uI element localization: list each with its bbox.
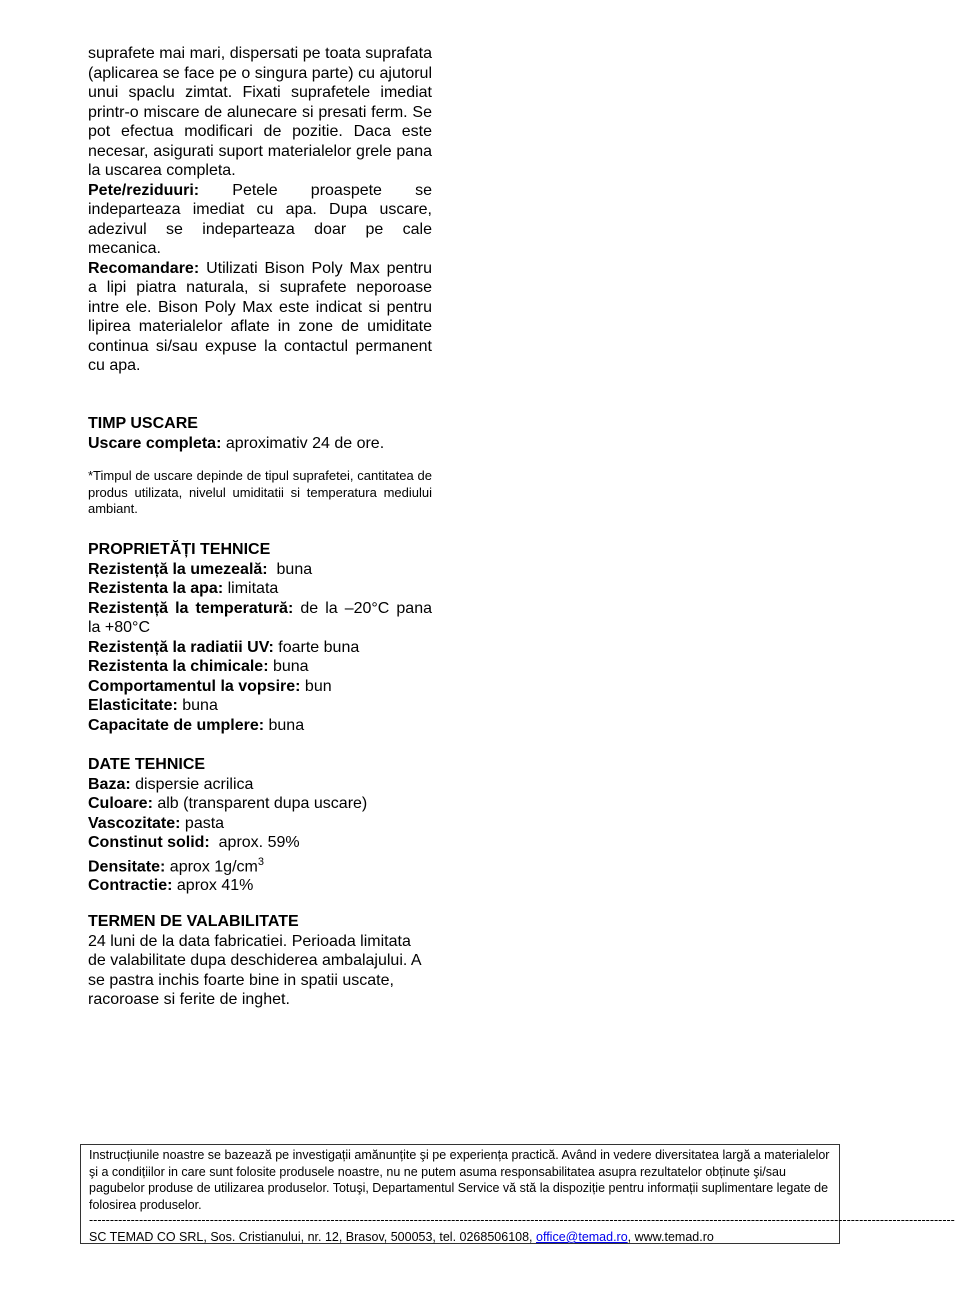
technical-superscript: 3	[257, 855, 264, 868]
recommendation-paragraph	[88, 259, 432, 376]
technical-item	[88, 814, 432, 834]
property-label: Capacitate de umplere:	[88, 716, 265, 734]
technical-label: Baza:	[88, 775, 131, 793]
technical-value: dispersie acrilica	[130, 775, 254, 793]
recommendation-text: Utilizati Bison Poly Max pentru a lipi piatra naturala, si suprafete neporoase intre ele. Bison Poly Max este indicat si pentru lipirea materialelor aflate in zone de umiditate continua si/sau expuse la contactul permanent cu apa.	[88, 259, 432, 374]
property-label: Rezistenta la apa:	[88, 580, 224, 597]
property-item	[88, 638, 432, 658]
footer-disclaimer: Instrucțiunile noastre se bazează pe investigații amănunțite şi pe experiența practică. Având in vedere diversitatea largă a materialelor şi a condițiilor in care sunt folosite produsele noastre, nu ne putem asuma responsabilitatea asupra rezultatelor obținute şi/sau pagubelor produse de utilizarea produselor. Totuşi, Departamentul Service vă stă la dispoziție pentru informații suplimentare legate de folosirea produselor.	[89, 1148, 830, 1212]
stains-label: Pete/reziduuri:	[88, 181, 200, 199]
recommendation-label: Recomandare:	[88, 259, 200, 277]
technical-value: aprox 1g/cm	[165, 857, 258, 875]
property-item	[88, 560, 432, 580]
property-value: bun	[300, 677, 332, 695]
property-value: buna	[177, 697, 218, 714]
footer-divider: ----------------------------------------------------------------------------------------------------------------------------------------------------------------------------------------------------------------	[89, 1213, 955, 1227]
footer-box	[80, 1144, 955, 1244]
property-item	[88, 696, 432, 716]
stains-paragraph	[88, 181, 432, 259]
technical-value: alb (transparent dupa uscare)	[152, 795, 368, 812]
property-value: buna	[264, 716, 305, 734]
property-item	[88, 599, 437, 638]
email-link[interactable]: office@temad.ro	[536, 1230, 628, 1244]
technical-section	[88, 755, 432, 896]
technical-item	[88, 853, 432, 877]
technical-item	[88, 794, 432, 814]
property-label: Elasticitate:	[88, 697, 178, 714]
property-value: de la –20°C pana la +80°C	[88, 599, 437, 636]
technical-value: aprox. 59%	[209, 834, 300, 851]
technical-value: aprox 41%	[172, 877, 254, 895]
property-value: limitata	[223, 580, 279, 597]
properties-section	[88, 540, 437, 735]
technical-label: Constinut solid:	[88, 834, 210, 851]
technical-item	[88, 775, 432, 795]
property-label: Rezistență la umezeală:	[88, 560, 268, 578]
shelf-life-title: TERMEN DE VALABILITATE	[88, 913, 299, 930]
properties-title: PROPRIETĂȚI TEHNICE	[88, 541, 271, 558]
property-label: Rezistență la temperatură:	[88, 599, 294, 617]
property-label: Comportamentul la vopsire:	[88, 677, 301, 695]
website-text: , www.temad.ro	[627, 1230, 714, 1244]
technical-label: Culoare:	[88, 795, 153, 812]
drying-label: Uscare completa:	[88, 434, 222, 452]
company-info: SC TEMAD CO SRL, Sos. Cristianului, nr. 12, Brasov, 500053, tel. 0268506108,	[89, 1230, 536, 1244]
drying-section	[88, 414, 432, 518]
property-item	[88, 657, 432, 677]
drying-note: *Timpul de uscare depinde de tipul suprafetei, cantitatea de produs utilizata, nivelul umiditatii si temperatura mediului ambiant.	[88, 468, 432, 516]
technical-label: Vascozitate:	[88, 814, 181, 832]
drying-value: aproximativ 24 de ore.	[221, 434, 385, 452]
technical-title: DATE TEHNICE	[88, 756, 206, 773]
shelf-life-text: 24 luni de la data fabricatiei. Perioada limitata de valabilitate dupa deschiderea ambalajului. A se pastra inchis foarte bine in spatii uscate, racoroase si ferite de inghet.	[88, 932, 421, 1008]
footer-contact	[89, 1229, 831, 1246]
shelf-life-section	[88, 912, 432, 1010]
property-value: buna	[268, 658, 309, 675]
technical-value: pasta	[180, 814, 225, 832]
intro-paragraph: suprafete mai mari, dispersati pe toata suprafata (aplicarea se face pe o singura parte) cu ajutorul unui spaclu zimtat. Fixati suprafetele imediat printr-o miscare de alunecare si presati ferm. Se pot efectua modificari de pozitie. Daca este necesar, asigurati suport materialelor grele pana la uscarea completa.	[88, 45, 432, 179]
property-value: buna	[267, 560, 313, 578]
technical-item	[88, 876, 432, 896]
property-item	[88, 579, 432, 599]
drying-line	[88, 434, 432, 454]
drying-title: TIMP USCARE	[88, 415, 198, 432]
property-value: foarte buna	[273, 638, 360, 656]
technical-label: Densitate:	[88, 857, 166, 875]
property-label: Rezistență la radiatii UV:	[88, 638, 274, 656]
technical-label: Contractie:	[88, 877, 173, 895]
technical-item	[88, 833, 432, 853]
property-label: Rezistenta la chimicale:	[88, 658, 269, 675]
stains-text: Petele proaspete se indeparteaza imediat cu apa. Dupa uscare, adezivul se indeparteaza doar pe cale mecanica.	[88, 181, 432, 257]
property-item	[88, 677, 432, 697]
property-item	[88, 716, 432, 736]
application-section	[88, 44, 432, 376]
